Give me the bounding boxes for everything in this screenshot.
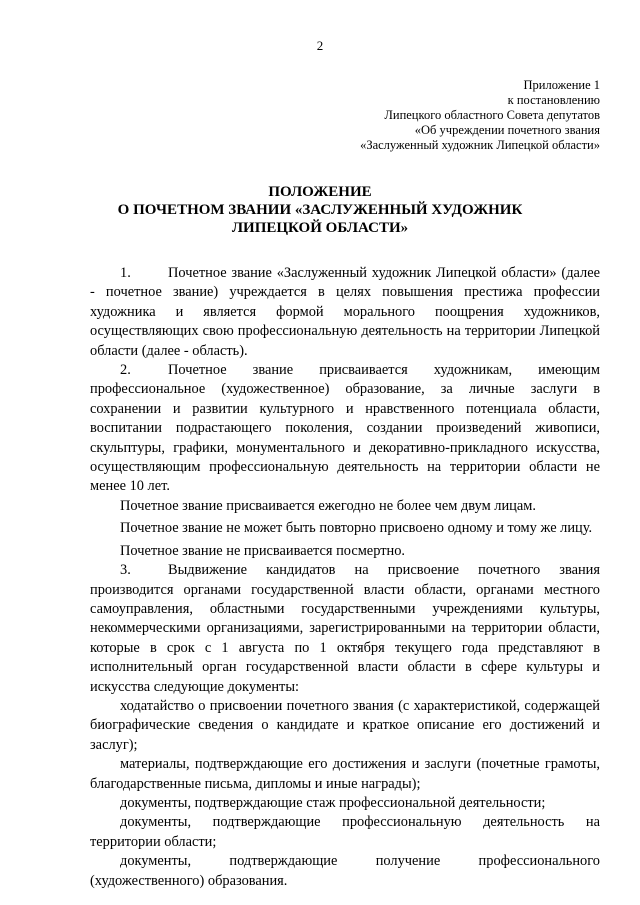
paragraph-1	[90, 264, 600, 361]
appendix-reference	[360, 78, 600, 153]
paragraph-text: Почетное звание присваивается художникам, имеющим профессиональное (художественное) образование, за личные заслуги в сохранении и развитии культурного и нравственного потенциала области, воспитании подрастающего поколения, создании произведений живописи, скульптуры, графики, монументального и декоративно-прикладного искусства, осуществляющим профессиональную деятельность на территории области не менее 10 лет.	[90, 362, 600, 495]
document-body	[90, 264, 600, 891]
paragraph-2-repeat: Почетное звание не может быть повторно присвоено одному и тому же лицу.	[120, 520, 593, 537]
paragraph-2	[90, 361, 600, 497]
paragraph-text: Выдвижение кандидатов на присвоение почетного звания производится органами государственной власти области, органами местного самоуправления, областными государственными учреждениями культуры, некоммерческими организациями, зарегистрированными на территории области, которые в срок с 1 августа по 1 октября текущего года представляют в исполнительный орган государственной власти области в сфере культуры и искусства следующие документы:	[90, 562, 600, 695]
paragraph-2-posthumous: Почетное звание не присваивается посмертно.	[120, 542, 405, 559]
document-list-item: документы, подтверждающие профессиональную деятельность на территории области;	[90, 814, 600, 850]
paragraph-3	[90, 561, 600, 697]
appendix-line: Приложение 1	[523, 78, 600, 92]
title-line: О ПОЧЕТНОМ ЗВАНИИ «ЗАСЛУЖЕННЫЙ ХУДОЖНИК	[117, 202, 523, 218]
paragraph-number: 2.	[120, 362, 131, 379]
appendix-line: к постановлению	[507, 93, 600, 107]
document-list-item: материалы, подтверждающие его достижения и заслуги (почетные грамоты, благодарственные письма, дипломы и иные награды);	[90, 756, 600, 792]
title-line: ПОЛОЖЕНИЕ	[268, 184, 372, 200]
appendix-line: Липецкого областного Совета депутатов	[384, 108, 600, 122]
document-list-item: документы, подтверждающие получение профессионального (художественного) образования.	[90, 853, 600, 889]
document-list-item: ходатайство о присвоении почетного звания (с характеристикой, содержащей биографические сведения о кандидате и краткое описание его достижений и заслуг);	[90, 697, 600, 753]
paragraph-2-limit: Почетное звание присваивается ежегодно не более чем двум лицам.	[120, 497, 536, 514]
paragraph-number: 3.	[120, 562, 131, 579]
page-number: 2	[316, 38, 324, 53]
document-title	[0, 183, 640, 237]
appendix-line: «Об учреждении почетного звания	[414, 123, 600, 137]
paragraph-text: Почетное звание «Заслуженный художник Липецкой области» (далее - почетное звание) учреждается в целях повышения престижа профессии художника и является формой морального поощрения художников, осуществляющих свою профессиональную деятельность на территории Липецкой области (далее - область).	[90, 265, 600, 359]
document-list-item: документы, подтверждающие стаж профессиональной деятельности;	[120, 794, 546, 811]
paragraph-number: 1.	[120, 265, 131, 281]
appendix-line: «Заслуженный художник Липецкой области»	[360, 138, 600, 152]
title-line: ЛИПЕЦКОЙ ОБЛАСТИ»	[231, 220, 409, 236]
